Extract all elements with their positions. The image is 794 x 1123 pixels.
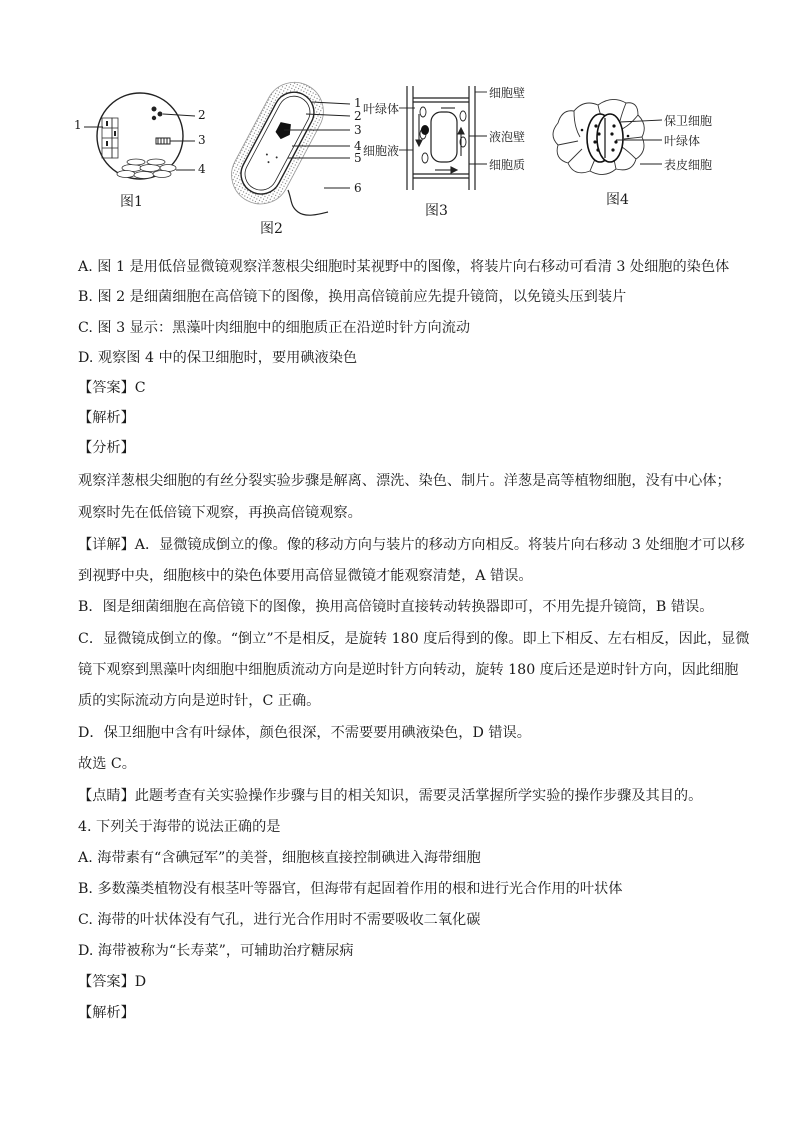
fig3-label-cell-wall: 细胞壁 [489,86,526,100]
q4-option-c: C. 海带的叶状体没有气孔，进行光合作用时不需要吸收二氧化碳 [78,912,481,928]
fig3-label-cell-sap: 细胞液 [363,144,400,158]
fig4-label-guard-cell: 保卫细胞 [664,114,713,128]
q3-answer: 【答案】C [78,380,146,396]
fig1-label-4: 4 [198,162,206,176]
q4-answer: 【答案】D [78,974,147,990]
q3-detail-line-3: B．图是细菌细胞在高倍镜下的图像，换用高倍镜时直接转动转换器即可，不用先提升镜筒，B 错误。 [78,599,714,615]
figure-1 [70,78,210,218]
fig2-label-4: 4 [354,139,362,153]
q4-option-b: B. 多数藻类植物没有根茎叶等器官，但海带有起固着作用的根和进行光合作用的叶状体 [78,881,623,897]
q3-conclusion: 故选 C。 [78,756,136,772]
fig2-label-6: 6 [354,181,362,195]
q3-option-c: C. 图 3 显示：黑藻叶肉细胞中的细胞质正在沿逆时针方向流动 [78,320,471,336]
fig2-label-1: 1 [354,96,362,110]
q4-analysis-label: 【解析】 [78,1005,135,1021]
figure-row [70,78,730,248]
fig2-label-2: 2 [354,109,362,123]
fig1-label-2: 2 [198,108,206,122]
q3-dianjing: 【点睛】此题考查有关实验操作步骤与目的相关知识，需要灵活掌握所学实验的操作步骤及其目的。 [78,788,703,804]
q3-detail-line-2: 到视野中央，细胞核中的染色体要用高倍显微镜才能观察清楚，A 错误。 [78,568,533,584]
fig3-label-cytoplasm: 细胞质 [489,158,526,172]
figure-4-drawing [548,78,730,218]
q3-option-b: B. 图 2 是细菌细胞在高倍镜下的图像，换用高倍镜前应先提升镜筒，以免镜头压到装片 [78,289,627,305]
figure-3 [363,78,555,219]
figure-2 [220,78,370,243]
fig3-label-vacuole-wall: 液泡壁 [489,130,526,144]
q3-detail-line-4: C．显微镜成倒立的像。“倒立”不是相反，是旋转 180 度后得到的像。即上下相反、左右相反，因此，显微 [78,631,750,647]
fig1-label-1: 1 [74,118,82,132]
fig2-label-5: 5 [354,151,362,165]
fig4-label-chloroplast: 叶绿体 [664,134,701,148]
fig2-caption: 图2 [260,221,283,237]
q4-option-d: D. 海带被称为“长寿菜”，可辅助治疗糖尿病 [78,943,354,959]
q3-fenxi-line-2: 观察时先在低倍镜下观察，再换高倍镜观察。 [78,505,362,521]
q3-analysis-label: 【解析】 [78,410,135,426]
q3-option-a: A. 图 1 是用低倍显微镜观察洋葱根尖细胞时某视野中的图像，将装片向右移动可看清 3 处细胞的染色体 [78,259,730,275]
q4-stem: 4. 下列关于海带的说法正确的是 [78,819,281,835]
fig1-caption: 图1 [120,194,143,210]
q3-detail-line-5: 镜下观察到黑藻叶肉细胞中细胞质流动方向是逆时针方向转动，旋转 180 度后还是逆时针方向，因此细胞 [78,662,739,678]
figure-4 [548,78,730,218]
fig4-label-epidermal: 表皮细胞 [664,158,713,172]
q3-detail-line-1: 【详解】A．显微镜成倒立的像。像的移动方向与装片的移动方向相反。将装片向右移动 3 处细胞才可以移 [78,537,745,553]
q4-option-a: A. 海带素有“含碘冠军”的美誉，细胞核直接控制碘进入海带细胞 [78,850,481,866]
fig4-caption: 图4 [606,192,629,208]
q3-option-d: D. 观察图 4 中的保卫细胞时，要用碘液染色 [78,350,358,366]
q3-detail-line-6: 质的实际流动方向是逆时针，C 正确。 [78,693,321,709]
figure-2-drawing [220,78,370,218]
fig3-caption: 图3 [425,203,448,219]
fig1-label-3: 3 [198,133,206,147]
q3-fenxi-line-1: 观察洋葱根尖细胞的有丝分裂实验步骤是解离、漂洗、染色、制片。洋葱是高等植物细胞，没有中心体； [78,473,731,489]
q3-detail-line-7: D．保卫细胞中含有叶绿体，颜色很深，不需要要用碘液染色，D 错误。 [78,725,531,741]
fig2-label-3: 3 [354,123,362,137]
figure-3-drawing [375,78,555,218]
q3-fenxi-label: 【分析】 [78,440,135,456]
fig3-label-chloroplast: 叶绿体 [363,102,400,116]
